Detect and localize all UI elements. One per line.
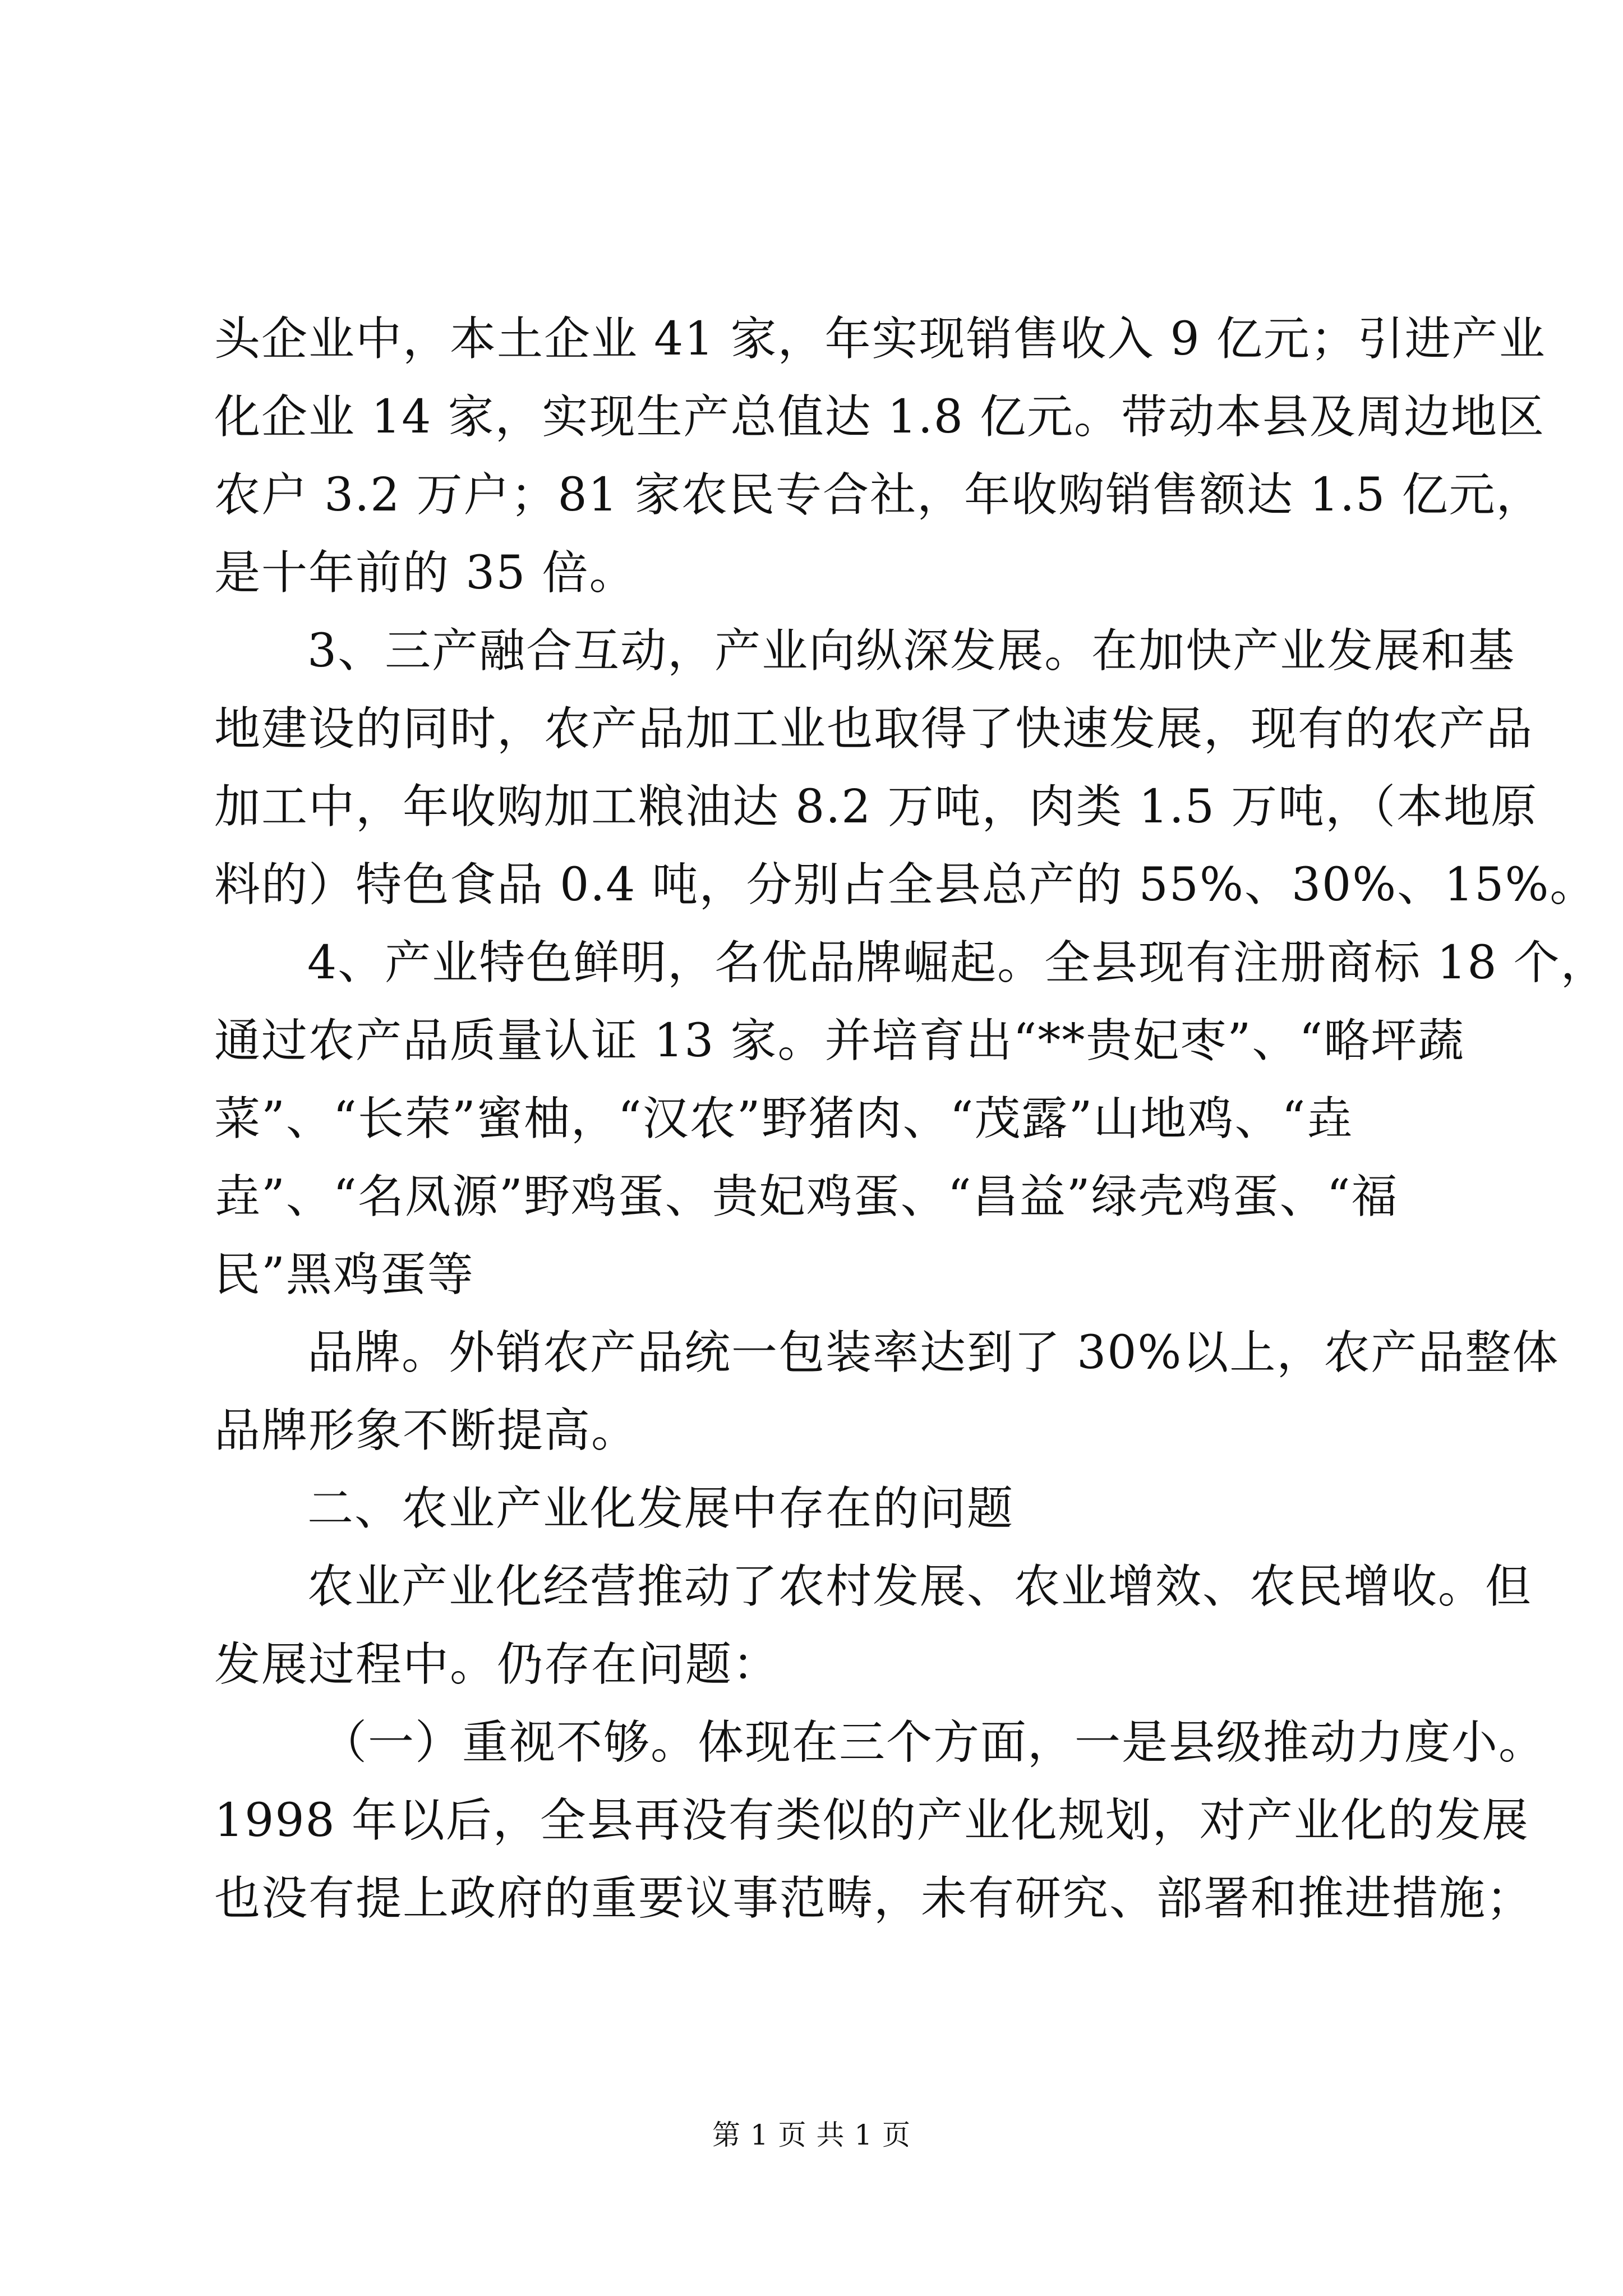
text-line: 料的）特色食品 0.4 吨，分别占全县总产的 55%、30%、15%。 — [214, 858, 1597, 912]
text-line: 加工中，年收购加工粮油达 8.2 万吨，肉类 1.5 万吨，（本地原 — [214, 780, 1538, 834]
text-line: 民”黑鸡蛋等 — [214, 1248, 474, 1301]
paragraph-intro-line: 农业产业化经营推动了农村发展、农业增效、农民增收。但 — [307, 1560, 1533, 1613]
text-line: 1998 年以后，全县再没有类似的产业化规划，对产业化的发展 — [214, 1794, 1529, 1847]
text-line: 垚”、“名凤源”野鸡蛋、贵妃鸡蛋、“昌益”绿壳鸡蛋、“福 — [214, 1170, 1399, 1223]
text-line: 农户 3.2 万户；81 家农民专合社，年收购销售额达 1.5 亿元， — [214, 468, 1543, 522]
text-line: 通过农产品质量认证 13 家。并培育出“**贵妃枣”、“略坪蔬 — [214, 1014, 1465, 1068]
text-line: 菜”、“长荣”蜜柚，“汉农”野猪肉、“茂露”山地鸡、“垚 — [214, 1092, 1354, 1145]
paragraph-brand-line: 品牌。外销农产品统一包装率达到了 30%以上，农产品整体 — [307, 1326, 1560, 1379]
text-line: 品牌形象不断提高。 — [214, 1404, 639, 1457]
paragraph-3-heading-line: 3、三产融合互动，产业向纵深发展。在加快产业发展和基 — [307, 624, 1516, 678]
paragraph-4-heading-line: 4、产业特色鲜明，名优品牌崛起。全县现有注册商标 18 个， — [307, 936, 1608, 990]
text-line: 地建设的同时，农产品加工业也取得了快速发展，现有的农产品 — [214, 702, 1534, 756]
text-line: 也没有提上政府的重要议事范畴，未有研究、部署和推进措施； — [214, 1872, 1534, 1925]
text-line: 头企业中，本土企业 41 家，年实现销售收入 9 亿元；引进产业 — [214, 312, 1546, 366]
subsection-heading-line: （一）重视不够。体现在三个方面，一是县级推动力度小。 — [321, 1716, 1546, 1769]
document-body — [214, 300, 1608, 1938]
text-line: 化企业 14 家，实现生产总值达 1.8 亿元。带动本县及周边地区 — [214, 390, 1546, 444]
section-heading: 二、农业产业化发展中存在的问题 — [307, 1482, 1015, 1535]
page-footer: 第 1 页 共 1 页 — [712, 2119, 911, 2151]
text-line: 是十年前的 35 倍。 — [214, 546, 637, 600]
text-line: 发展过程中。仍存在问题： — [214, 1638, 780, 1691]
